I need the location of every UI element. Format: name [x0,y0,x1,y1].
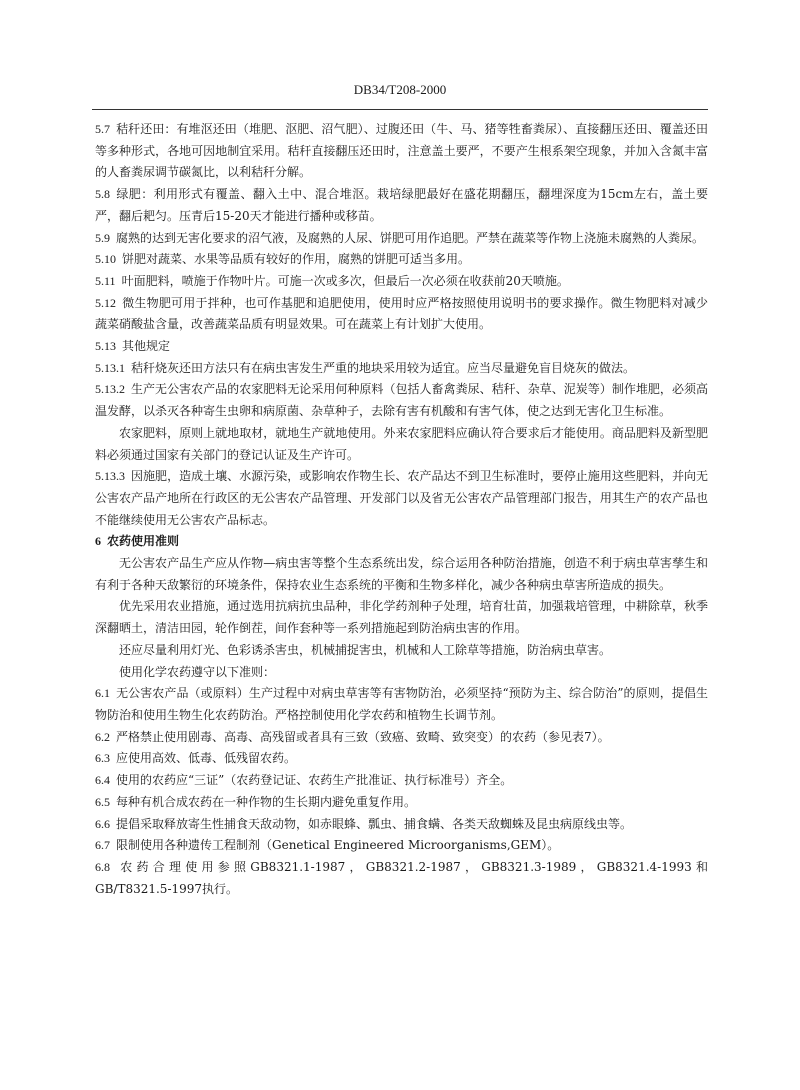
clause-number: 5.13.3 [95,469,125,484]
clause-number: 5.12 [95,295,116,310]
clause-paragraph [95,423,708,466]
clause-text: 微生物肥可用于拌种，也可作基肥和追肥使用，使用时应严格按照使用说明书的要求操作。微生物肥料对减少蔬菜硝酸盐含量，改善蔬菜品质有明显效果。可在蔬菜上有计划扩大使用。 [95,295,708,332]
clause-number: 5.11 [95,273,116,288]
clause-text: 无公害农产品（或原料）生产过程中对病虫草害等有害物防治，必须坚持“预防为主、综合防治”的原则，提倡生物防治和使用生物生化农药防治。严格控制使用化学农药和植物生长调节剂。 [95,686,708,722]
clause-paragraph [95,466,708,531]
clause-text: 秸秆还田：有堆沤还田（堆肥、沤肥、沼气肥）、过腹还田（牛、马、猪等牲畜粪尿）、直接翻压还田、覆盖还田等多种形式，各地可因地制宜采用。秸秆直接翻压还田时，注意盖土要严，不要产生根系架空现象，并加入含氮丰富的人畜粪尿调节碳氮比，以利秸秆分解。 [95,122,708,180]
clause-text: 绿肥：利用形式有覆盖、翻入土中、混合堆沤。栽培绿肥最好在盛花期翻压，翻埋深度为15cm左右，盖土要严，翻后耙匀。压青后15-20天才能进行播种或移苗。 [95,187,708,223]
clause-paragraph [95,748,708,770]
clause-paragraph [95,792,708,814]
clause-paragraph [95,727,708,749]
clause-text: 还应尽量利用灯光、色彩诱杀害虫，机械捕捉害虫，机械和人工除草等措施，防治病虫草害。 [119,642,612,657]
clause-paragraph [95,271,708,293]
clause-paragraph [95,596,708,639]
clause-text: 使用化学农药遵守以下准则： [119,664,276,679]
section-heading [95,531,708,553]
clause-paragraph [95,184,708,227]
clause-number: 6.2 [95,729,110,744]
clause-text: 其他规定 [122,339,171,354]
clause-paragraph [95,553,708,596]
clause-paragraph [95,770,708,792]
clause-paragraph [95,119,708,184]
clause-text: 提倡采取释放寄生性捕食天敌动物，如赤眼蜂、瓢虫、捕食螨、各类天敌蜘蛛及昆虫病原线虫等。 [116,816,633,831]
clause-paragraph [95,640,708,662]
clause-number: 5.9 [95,230,110,245]
clause-text: 叶面肥料，喷施于作物叶片。可施一次或多次，但最后一次必须在收获前20天喷施。 [121,273,569,288]
clause-text: 优先采用农业措施，通过选用抗病抗虫品种，非化学药剂种子处理，培育壮苗，加强栽培管理，中耕除草，秋季深翻晒土，清洁田园，轮作倒茬，间作套种等一系列措施起到防治病虫害的作用。 [95,599,708,636]
clause-text: 农药合理使用参照GB8321.1-1987，GB8321.2-1987，GB8321.3-1989，GB8321.4-1993和GB/T8321.5-1997执行。 [95,859,708,896]
clause-paragraph [95,293,708,336]
clause-number: 6.1 [95,686,110,701]
clause-number: 6.8 [95,859,110,874]
clause-text: 无公害农产品生产应从作物—病虫害等整个生态系统出发，综合运用各种防治措施，创造不利于病虫草害孳生和有利于各种天敌繁衍的环境条件，保持农业生态系统的平衡和生物多样化，减少各种病虫草害所造成的损失。 [95,556,708,592]
clause-paragraph [95,683,708,726]
clause-text: 农家肥料，原则上就地取材，就地生产就地使用。外来农家肥料应确认符合要求后才能使用。商品肥料及新型肥料必须通过国家有关部门的登记认证及生产许可。 [95,425,708,462]
clause-number: 6.6 [95,816,110,831]
clause-text: 生产无公害农产品的农家肥料无论采用何种原料（包括人畜禽粪尿、秸秆、杂草、泥炭等）制作堆肥，必须高温发酵，以杀灭各种寄生虫卵和病原菌、杂草种子，去除有害有机酸和有害气体，使之达到无害化卫生标准。 [95,382,708,419]
document-body [95,119,708,900]
clause-number: 5.7 [95,122,110,136]
clause-text: 限制使用各种遗传工程制剂（Genetical Engineered Microorganisms,GEM）。 [116,838,560,853]
clause-number: 6.7 [95,838,110,853]
clause-text: 农药使用准则 [107,534,180,549]
clause-paragraph [95,228,708,250]
clause-number: 5.13 [95,339,116,354]
clause-text: 饼肥对蔬菜、水果等品质有较好的作用，腐熟的饼肥可适当多用。 [122,252,471,267]
header-rule [92,109,708,110]
clause-paragraph [95,249,708,271]
clause-number: 5.13.1 [95,360,125,375]
clause-paragraph [95,857,708,900]
clause-text: 腐熟的达到无害化要求的沼气液，及腐熟的人尿、饼肥可用作追肥。严禁在蔬菜等作物上浇施未腐熟的人粪尿。 [116,230,705,245]
clause-number: 5.13.2 [95,382,125,397]
clause-text: 应使用高效、低毒、低残留农药。 [116,751,297,766]
clause-number: 5.10 [95,252,116,267]
clause-number: 6 [95,534,101,549]
clause-text: 使用的农药应“三证”（农药登记证、农药生产批准证、执行标准号）齐全。 [116,773,513,788]
clause-number: 5.8 [95,187,110,202]
clause-text: 严格禁止使用剧毒、高毒、高残留或者具有三致（致癌、致畸、致突变）的农药（参见表7）。 [116,729,610,744]
clause-number: 6.5 [95,794,110,809]
clause-paragraph [95,379,708,422]
clause-paragraph [95,358,708,380]
clause-text: 每种有机合成农药在一种作物的生长期内避免重复作用。 [116,794,417,809]
clause-paragraph [95,835,708,857]
clause-paragraph [95,336,708,358]
clause-paragraph [95,662,708,684]
clause-number: 6.3 [95,751,110,766]
clause-text: 因施肥，造成土壤、水源污染，或影响农作物生长、农产品达不到卫生标准时，要停止施用这些肥料，并向无公害农产品产地所在行政区的无公害农产品管理、开发部门以及省无公害农产品管理部门报告，用其生产的农产品也不能继续使用无公害农产品标志。 [95,469,708,527]
clause-number: 6.4 [95,773,110,788]
clause-text: 秸秆烧灰还田方法只有在病虫害发生严重的地块采用较为适宜。应当尽量避免盲目烧灰的做法。 [131,360,636,375]
document-code-header: DB34/T208-2000 [353,82,447,97]
clause-paragraph [95,814,708,836]
